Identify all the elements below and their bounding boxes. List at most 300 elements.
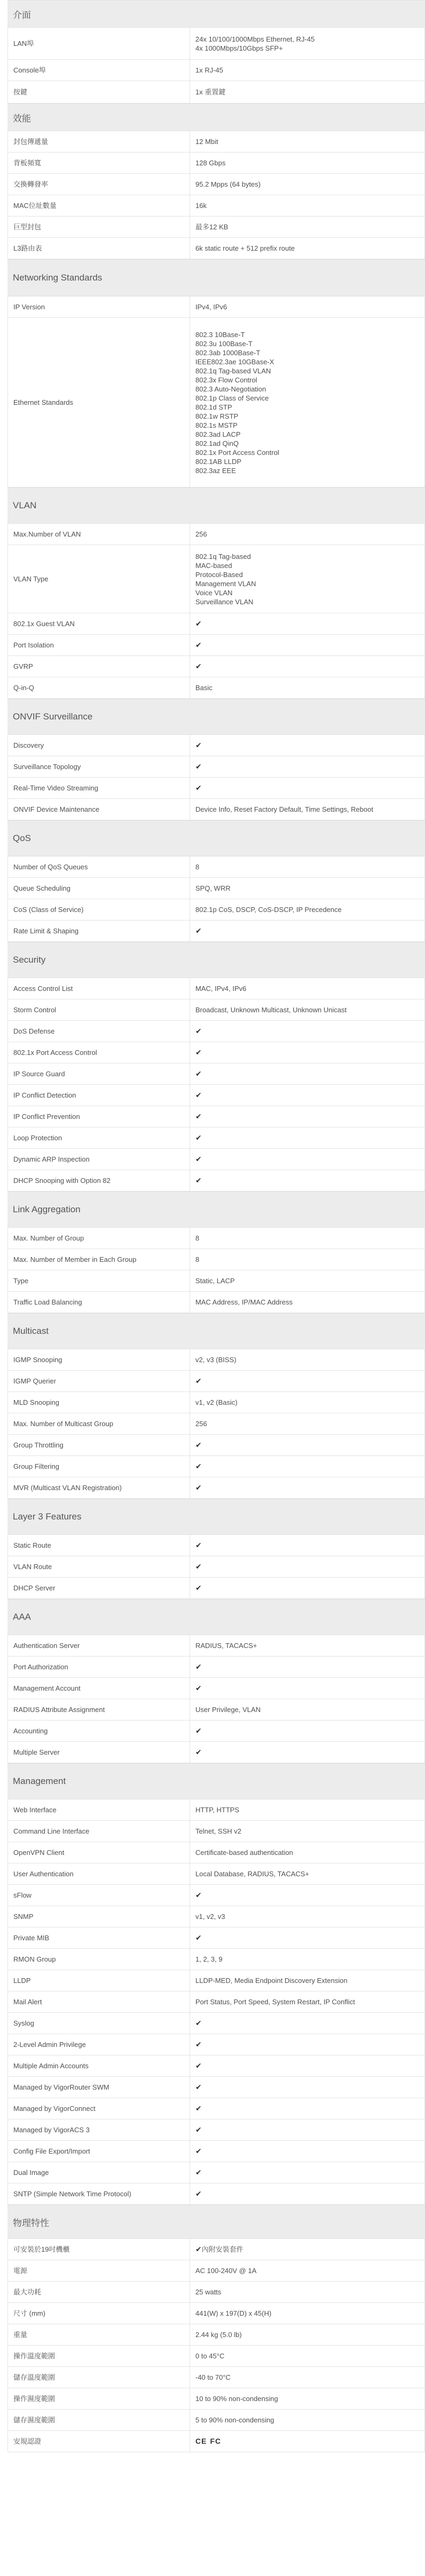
spec-label: Real-Time Video Streaming xyxy=(8,778,190,799)
spec-value xyxy=(190,1435,425,1456)
spec-table xyxy=(7,1799,425,2205)
spec-row xyxy=(8,195,425,217)
spec-value xyxy=(190,735,425,756)
spec-section-vlan xyxy=(7,487,425,699)
spec-row xyxy=(8,2303,425,2324)
spec-value xyxy=(190,2162,425,2183)
checkmark-icon: ✔ xyxy=(195,1662,202,1671)
spec-label: 背板頻寬 xyxy=(8,153,190,174)
spec-row xyxy=(8,1456,425,1477)
spec-value xyxy=(190,1842,425,1863)
spec-value xyxy=(190,613,425,635)
spec-value xyxy=(190,1270,425,1292)
checkmark-icon: ✔ xyxy=(195,1583,202,1592)
spec-value xyxy=(190,28,425,60)
section-title: AAA xyxy=(7,1599,425,1635)
spec-value xyxy=(190,1535,425,1556)
spec-row xyxy=(8,297,425,318)
spec-value xyxy=(190,524,425,545)
spec-value xyxy=(190,1392,425,1413)
spec-row xyxy=(8,2410,425,2431)
spec-label: Managed by VigorRouter SWM xyxy=(8,2077,190,2098)
spec-value-line: MAC Address, IP/MAC Address xyxy=(195,1298,293,1306)
spec-row xyxy=(8,1699,425,1721)
spec-value-line: Surveillance VLAN xyxy=(195,597,254,606)
spec-section-management xyxy=(7,1763,425,2205)
spec-value xyxy=(190,2013,425,2034)
spec-row xyxy=(8,1927,425,1949)
spec-row xyxy=(8,174,425,195)
spec-value-line: RADIUS, TACACS+ xyxy=(195,1642,257,1650)
checkmark-icon: ✔ xyxy=(195,1562,202,1571)
spec-row xyxy=(8,1477,425,1499)
spec-label: Port Authorization xyxy=(8,1657,190,1678)
spec-value xyxy=(190,778,425,799)
checkmark-icon: ✔ xyxy=(195,2040,202,2049)
spec-value-line: 0 to 45°C xyxy=(195,2352,225,2360)
spec-value xyxy=(190,878,425,899)
checkmark-icon: ✔ xyxy=(195,1933,202,1942)
checkmark-icon: ✔ xyxy=(195,1112,202,1121)
spec-row xyxy=(8,999,425,1021)
spec-section-link-aggregation xyxy=(7,1191,425,1313)
checkmark-icon: ✔ xyxy=(195,762,202,771)
spec-label: Max. Number of Member in Each Group xyxy=(8,1249,190,1270)
spec-table xyxy=(7,27,425,103)
spec-label: 802.1x Port Access Control xyxy=(8,1042,190,1063)
spec-label: Rate Limit & Shaping xyxy=(8,921,190,942)
spec-value-line: 802.1d STP xyxy=(195,403,232,411)
spec-label: CoS (Class of Service) xyxy=(8,899,190,921)
spec-row xyxy=(8,921,425,942)
spec-label: RADIUS Attribute Assignment xyxy=(8,1699,190,1721)
checkmark-icon: ✔ xyxy=(195,2189,202,2198)
spec-label: IP Source Guard xyxy=(8,1063,190,1085)
spec-row xyxy=(8,1435,425,1456)
spec-value xyxy=(190,1249,425,1270)
section-title: Link Aggregation xyxy=(7,1191,425,1227)
checkmark-icon: ✔ xyxy=(195,2104,202,2113)
certification-mark-icon: CE xyxy=(195,2437,207,2445)
spec-row xyxy=(8,1371,425,1392)
spec-label: Mail Alert xyxy=(8,1991,190,2013)
spec-value xyxy=(190,1635,425,1657)
spec-row xyxy=(8,1742,425,1763)
spec-label: Multiple Admin Accounts xyxy=(8,2055,190,2077)
checkmark-icon: ✔ xyxy=(195,1541,202,1549)
spec-row xyxy=(8,1106,425,1127)
spec-value xyxy=(190,799,425,820)
spec-value xyxy=(190,1371,425,1392)
checkmark-icon: ✔ xyxy=(195,2019,202,2027)
spec-row xyxy=(8,60,425,81)
spec-value-line: 95.2 Mpps (64 bytes) xyxy=(195,180,261,188)
spec-label: Web Interface xyxy=(8,1799,190,1821)
checkmark-icon: ✔ xyxy=(195,1684,202,1692)
spec-label: OpenVPN Client xyxy=(8,1842,190,1863)
spec-value-line: 802.1ad QinQ xyxy=(195,439,239,447)
spec-label: Queue Scheduling xyxy=(8,878,190,899)
spec-value-line: Certificate-based authentication xyxy=(195,1849,293,1857)
spec-label: 按鍵 xyxy=(8,81,190,103)
spec-value xyxy=(190,1991,425,2013)
checkmark-icon: ✔ xyxy=(195,641,202,649)
spec-table xyxy=(7,131,425,259)
spec-label: DHCP Snooping with Option 82 xyxy=(8,1170,190,1191)
spec-row xyxy=(8,735,425,756)
spec-label: 操作溫度範圍 xyxy=(8,2346,190,2367)
spec-label: L3路由表 xyxy=(8,238,190,259)
spec-value-line: 802.1q Tag-based VLAN xyxy=(195,366,271,375)
spec-row xyxy=(8,2098,425,2119)
spec-label: 最大功耗 xyxy=(8,2282,190,2303)
spec-table xyxy=(7,1635,425,1763)
checkmark-icon: ✔ xyxy=(195,2125,202,2134)
spec-label: Max.Number of VLAN xyxy=(8,524,190,545)
spec-row xyxy=(8,2324,425,2346)
spec-value-line: Telnet, SSH v2 xyxy=(195,1827,241,1835)
spec-row xyxy=(8,1413,425,1435)
spec-value xyxy=(190,1085,425,1106)
spec-value-line: 8 xyxy=(195,1234,200,1242)
spec-label: Access Control List xyxy=(8,978,190,999)
spec-row xyxy=(8,2141,425,2162)
spec-row xyxy=(8,756,425,778)
spec-section-1 xyxy=(7,103,425,259)
spec-row xyxy=(8,857,425,878)
spec-label: 操作濕度範圍 xyxy=(8,2388,190,2410)
spec-value xyxy=(190,1063,425,1085)
spec-value-line: 802.3x Flow Control xyxy=(195,375,257,384)
spec-label: Private MIB xyxy=(8,1927,190,1949)
spec-row xyxy=(8,677,425,699)
spec-row xyxy=(8,1863,425,1885)
spec-value-line: 802.1p CoS, DSCP, CoS-DSCP, IP Precedence xyxy=(195,906,342,914)
spec-value xyxy=(190,1863,425,1885)
spec-value-line: 802.3 10Base-T xyxy=(195,330,245,339)
spec-value xyxy=(190,1477,425,1499)
spec-value xyxy=(190,1556,425,1578)
spec-row xyxy=(8,1292,425,1313)
spec-value-line: Broadcast, Unknown Multicast, Unknown Unicast xyxy=(195,1006,347,1014)
spec-value-line: 802.1w RSTP xyxy=(195,412,239,420)
spec-value xyxy=(190,238,425,259)
spec-value xyxy=(190,656,425,677)
spec-row xyxy=(8,1657,425,1678)
spec-row xyxy=(8,28,425,60)
checkmark-icon: ✔ xyxy=(195,1155,202,1163)
spec-value xyxy=(190,2098,425,2119)
spec-row xyxy=(8,1249,425,1270)
spec-value-line: Protocol-Based xyxy=(195,570,243,579)
spec-value-line: 24x 10/100/1000Mbps Ethernet, RJ-45 xyxy=(195,35,315,43)
spec-label: MVR (Multicast VLAN Registration) xyxy=(8,1477,190,1499)
spec-label: LLDP xyxy=(8,1970,190,1991)
spec-value-line: SPQ, WRR xyxy=(195,884,231,892)
spec-value-line: v1, v2, v3 xyxy=(195,1913,225,1921)
spec-value xyxy=(190,1821,425,1842)
spec-row xyxy=(8,2119,425,2141)
spec-value-line: 10 to 90% non-condensing xyxy=(195,2395,278,2403)
spec-row xyxy=(8,878,425,899)
spec-value xyxy=(190,1042,425,1063)
spec-row xyxy=(8,318,425,487)
spec-value xyxy=(190,2141,425,2162)
checkmark-icon: ✔ xyxy=(195,1377,202,1385)
spec-value-line: 802.1x Port Access Control xyxy=(195,448,279,457)
checkmark-icon: ✔ xyxy=(195,1176,202,1185)
spec-value xyxy=(190,2324,425,2346)
spec-label: 重量 xyxy=(8,2324,190,2346)
spec-value-line: IPv4, IPv6 xyxy=(195,303,227,311)
spec-value-line: 5 to 90% non-condensing xyxy=(195,2416,274,2424)
spec-value xyxy=(190,2239,425,2260)
spec-value-line: 802.1AB LLDP xyxy=(195,457,242,466)
spec-value xyxy=(190,978,425,999)
spec-label: 802.1x Guest VLAN xyxy=(8,613,190,635)
spec-table xyxy=(7,523,425,699)
spec-row xyxy=(8,656,425,677)
spec-row xyxy=(8,2034,425,2055)
spec-value-line: 802.1q Tag-based xyxy=(195,552,251,561)
spec-label: ONVIF Device Maintenance xyxy=(8,799,190,820)
spec-value-line: 1x 重置鍵 xyxy=(195,88,226,96)
spec-value xyxy=(190,1949,425,1970)
spec-value xyxy=(190,545,425,613)
spec-section-security xyxy=(7,942,425,1191)
spec-row xyxy=(8,1127,425,1149)
spec-value-line: Device Info, Reset Factory Default, Time Settings, Reboot xyxy=(195,805,374,813)
checkmark-icon: ✔ xyxy=(195,1441,202,1449)
spec-label: Dual Image xyxy=(8,2162,190,2183)
spec-value xyxy=(190,2367,425,2388)
spec-row xyxy=(8,238,425,259)
spec-row xyxy=(8,1885,425,1906)
spec-row xyxy=(8,2183,425,2205)
spec-row xyxy=(8,978,425,999)
spec-label: Max. Number of Group xyxy=(8,1228,190,1249)
spec-label: sFlow xyxy=(8,1885,190,1906)
spec-row xyxy=(8,2388,425,2410)
spec-row xyxy=(8,81,425,103)
spec-value xyxy=(190,1970,425,1991)
spec-row xyxy=(8,1270,425,1292)
section-title: Layer 3 Features xyxy=(7,1499,425,1534)
spec-label: RMON Group xyxy=(8,1949,190,1970)
spec-label: SNTP (Simple Network Time Protocol) xyxy=(8,2183,190,2205)
spec-value-line: -40 to 70°C xyxy=(195,2373,231,2381)
spec-label: Syslog xyxy=(8,2013,190,2034)
section-title: 介面 xyxy=(7,0,425,27)
spec-value xyxy=(190,677,425,699)
checkmark-icon: ✔ xyxy=(195,2245,202,2253)
spec-section-multicast xyxy=(7,1313,425,1499)
spec-value-line: AC 100-240V @ 1A xyxy=(195,2267,257,2275)
spec-row xyxy=(8,799,425,820)
spec-row xyxy=(8,524,425,545)
spec-value-line: 16k xyxy=(195,202,207,210)
spec-label: User Authentication xyxy=(8,1863,190,1885)
spec-value xyxy=(190,195,425,217)
spec-row xyxy=(8,2260,425,2282)
spec-page xyxy=(7,0,425,2452)
spec-label: Loop Protection xyxy=(8,1127,190,1149)
spec-row xyxy=(8,2282,425,2303)
spec-label: 巨型封包 xyxy=(8,217,190,238)
checkmark-icon: ✔ xyxy=(195,1462,202,1470)
spec-row xyxy=(8,1063,425,1085)
spec-value-line: Management VLAN xyxy=(195,579,256,588)
spec-label: Q-in-Q xyxy=(8,677,190,699)
spec-row xyxy=(8,2077,425,2098)
spec-value-line: LLDP-MED, Media Endpoint Discovery Extension xyxy=(195,1977,348,1985)
spec-label: Discovery xyxy=(8,735,190,756)
section-title: ONVIF Surveillance xyxy=(7,699,425,734)
spec-value xyxy=(190,2410,425,2431)
checkmark-icon: ✔ xyxy=(195,2083,202,2091)
spec-value-line: 256 xyxy=(195,530,207,538)
spec-value-line: Voice VLAN xyxy=(195,588,233,597)
spec-value-line: 4x 1000Mbps/10Gbps SFP+ xyxy=(195,44,283,52)
certification-mark-icon: FC xyxy=(210,2437,222,2445)
spec-row xyxy=(8,1228,425,1249)
spec-label: Static Route xyxy=(8,1535,190,1556)
spec-label: Managed by VigorConnect xyxy=(8,2098,190,2119)
spec-label: Type xyxy=(8,1270,190,1292)
spec-label: 交換轉發率 xyxy=(8,174,190,195)
spec-value-line: User Privilege, VLAN xyxy=(195,1706,261,1714)
spec-label: 可安裝於19吋機櫃 xyxy=(8,2239,190,2260)
spec-row xyxy=(8,635,425,656)
spec-value xyxy=(190,60,425,81)
spec-label: IP Conflict Detection xyxy=(8,1085,190,1106)
spec-row xyxy=(8,1799,425,1821)
spec-value xyxy=(190,2260,425,2282)
spec-value xyxy=(190,1885,425,1906)
spec-label: DHCP Server xyxy=(8,1578,190,1599)
spec-label: Max. Number of Multicast Group xyxy=(8,1413,190,1435)
spec-value-line: MAC-based xyxy=(195,561,232,570)
spec-table xyxy=(7,296,425,487)
spec-value xyxy=(190,1149,425,1170)
spec-label: VLAN Type xyxy=(8,545,190,613)
spec-section-12 xyxy=(7,2205,425,2452)
spec-value xyxy=(190,2055,425,2077)
spec-label: 封包傳遞量 xyxy=(8,131,190,153)
spec-label: IP Version xyxy=(8,297,190,318)
spec-value-line: 128 Gbps xyxy=(195,159,226,167)
section-title: QoS xyxy=(7,820,425,856)
spec-value xyxy=(190,1906,425,1927)
spec-value xyxy=(190,899,425,921)
spec-value-line: Static, LACP xyxy=(195,1277,235,1285)
spec-value xyxy=(190,1456,425,1477)
spec-value-line: 8 xyxy=(195,1255,200,1263)
spec-row xyxy=(8,778,425,799)
spec-value xyxy=(190,1349,425,1371)
checkmark-icon: ✔ xyxy=(195,1091,202,1099)
spec-value-line: 802.3ab 1000Base-T xyxy=(195,348,261,357)
spec-row xyxy=(8,1392,425,1413)
spec-value-line: v2, v3 (BISS) xyxy=(195,1356,237,1364)
checkmark-icon: ✔ xyxy=(195,1483,202,1492)
spec-label: VLAN Route xyxy=(8,1556,190,1578)
spec-value xyxy=(190,1292,425,1313)
spec-value xyxy=(190,1678,425,1699)
spec-table xyxy=(7,2238,425,2452)
spec-value xyxy=(190,1657,425,1678)
spec-row xyxy=(8,1149,425,1170)
spec-row xyxy=(8,899,425,921)
spec-value-line: 802.3ad LACP xyxy=(195,430,241,438)
spec-value-line: 802.3az EEE xyxy=(195,466,236,475)
spec-row xyxy=(8,1021,425,1042)
spec-value-line: MAC, IPv4, IPv6 xyxy=(195,985,247,993)
spec-section-networking-standards xyxy=(7,259,425,487)
spec-value xyxy=(190,2431,425,2452)
spec-label: IGMP Snooping xyxy=(8,1349,190,1371)
spec-label: Multiple Server xyxy=(8,1742,190,1763)
spec-value xyxy=(190,2183,425,2205)
spec-label: 電源 xyxy=(8,2260,190,2282)
spec-row xyxy=(8,613,425,635)
section-title: Multicast xyxy=(7,1313,425,1349)
spec-value xyxy=(190,921,425,942)
spec-value-line: 441(W) x 197(D) x 45(H) xyxy=(195,2309,272,2317)
spec-table xyxy=(7,1534,425,1599)
spec-value xyxy=(190,297,425,318)
spec-row xyxy=(8,1906,425,1927)
spec-value-line: 802.3 Auto-Negotiation xyxy=(195,385,266,393)
spec-row xyxy=(8,2013,425,2034)
spec-label: Managed by VigorACS 3 xyxy=(8,2119,190,2141)
spec-label: GVRP xyxy=(8,656,190,677)
checkmark-icon: ✔ xyxy=(195,1133,202,1142)
checkmark-icon: ✔ xyxy=(195,1748,202,1756)
spec-label: Management Account xyxy=(8,1678,190,1699)
spec-row xyxy=(8,2162,425,2183)
spec-value-line: 1x RJ-45 xyxy=(195,66,224,74)
spec-value xyxy=(190,1228,425,1249)
section-title: Security xyxy=(7,942,425,978)
spec-row xyxy=(8,131,425,153)
spec-table xyxy=(7,856,425,942)
spec-table xyxy=(7,1349,425,1499)
checkmark-icon: ✔ xyxy=(195,1726,202,1735)
spec-section-aaa xyxy=(7,1599,425,1763)
spec-row xyxy=(8,2367,425,2388)
spec-label: LAN埠 xyxy=(8,28,190,60)
spec-row xyxy=(8,1556,425,1578)
spec-label: Dynamic ARP Inspection xyxy=(8,1149,190,1170)
spec-value xyxy=(190,1170,425,1191)
checkmark-icon: ✔ xyxy=(195,619,202,628)
spec-value xyxy=(190,2077,425,2098)
spec-value xyxy=(190,81,425,103)
spec-value xyxy=(190,999,425,1021)
spec-value xyxy=(190,1742,425,1763)
spec-label: 尺寸 (mm) xyxy=(8,2303,190,2324)
spec-label: Console埠 xyxy=(8,60,190,81)
spec-value-line: 8 xyxy=(195,863,200,871)
spec-value-line: 最多12 KB xyxy=(195,223,229,231)
spec-row xyxy=(8,1535,425,1556)
spec-value xyxy=(190,2119,425,2141)
spec-value xyxy=(190,1021,425,1042)
spec-label: DoS Defense xyxy=(8,1021,190,1042)
checkmark-icon: ✔ xyxy=(195,926,202,935)
spec-label: 2-Level Admin Privilege xyxy=(8,2034,190,2055)
